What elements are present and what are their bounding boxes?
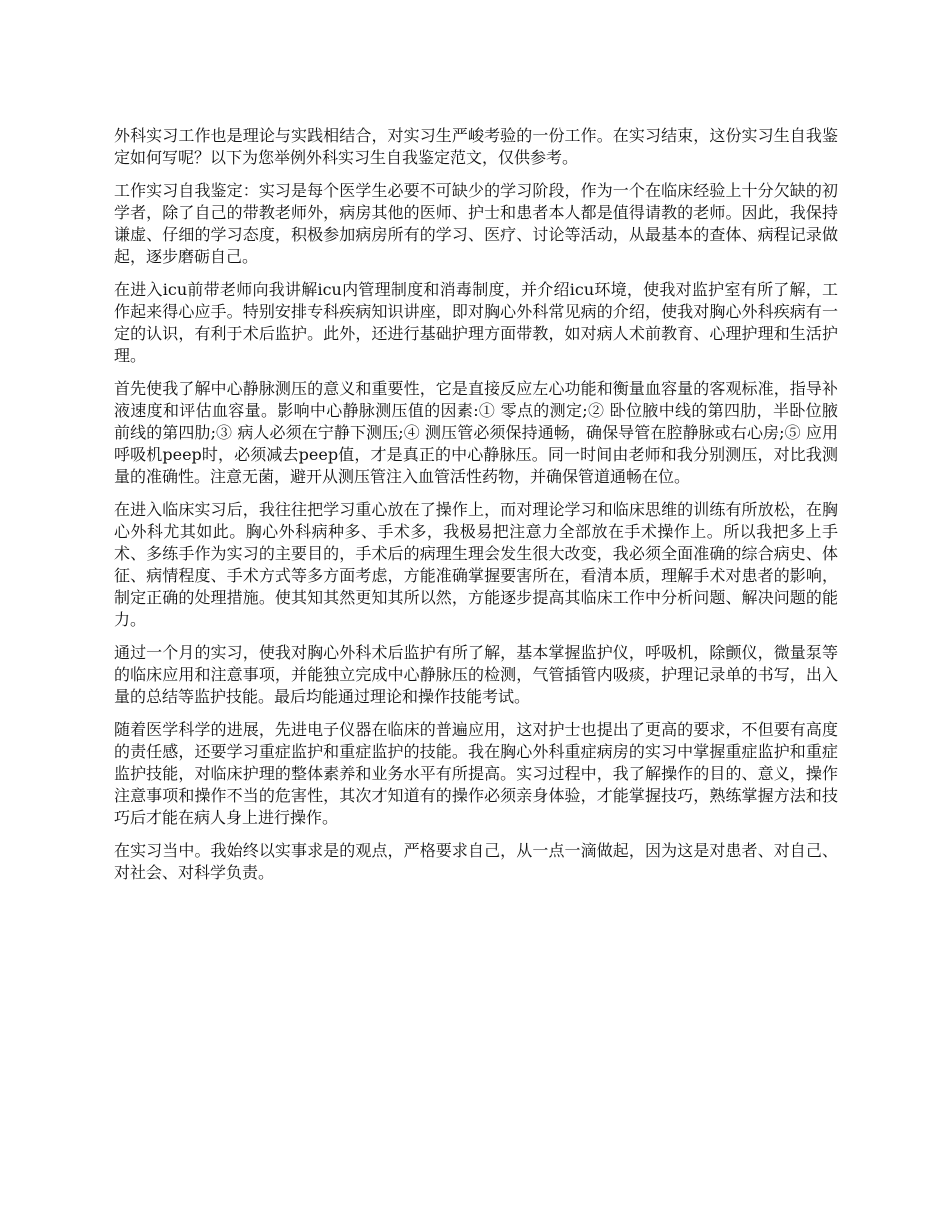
paragraph-self-appraisal: 工作实习自我鉴定：实习是每个医学生必要不可缺少的学习阶段，作为一个在临床经验上十分欠缺的初学者，除了自己的带教老师外，病房其他的医师、护士和患者本人都是值得请教的老师。因此，我保持谦虚、仔细的学习态度，积极参加病房所有的学习、医疗、讨论等活动，从最基本的查体、病程记录做起，逐步磨砺自己。	[114, 181, 838, 266]
document-page	[114, 125, 838, 895]
paragraph-intro: 外科实习工作也是理论与实践相结合，对实习生严峻考验的一份工作。在实习结束，这份实习生自我鉴定如何写呢？以下为您举例外科实习生自我鉴定范文，仅供参考。	[114, 126, 838, 167]
paragraph-central-venous-pressure: 首先使我了解中心静脉测压的意义和重要性，它是直接反应左心功能和衡量血容量的客观标准，指导补液速度和评估血容量。影响中心静脉测压值的因素:① 零点的测定;② 卧位腋中线的第四肋，半卧位腋前线的第四肋;③ 病人必须在宁静下测压;④ 测压管必须保持通畅，确保导管在腔静脉或右心房;⑤ 应用呼吸机peep时，必须减去peep值，才是真正的中心静脉压。同一时间由老师和我分别测压，对比我测量的准确性。注意无菌，避开从测压管注入血管活性药物，并确保管道通畅在位。	[114, 379, 838, 486]
paragraph-clinical-practice: 在进入临床实习后，我往往把学习重心放在了操作上，而对理论学习和临床思维的训练有所放松，在胸心外科尤其如此。胸心外科病种多、手术多，我极易把注意力全部放在手术操作上。所以我把多上手术、多练手作为实习的主要目的，手术后的病理生理会发生很大改变，我必须全面准确的综合病史、体征、病情程度、手术方式等多方面考虑，方能准确掌握要害所在，看清本质，理解手术对患者的影响，制定正确的处理措施。使其知其然更知其所以然，方能逐步提高其临床工作中分析问题、解决问题的能力。	[114, 500, 838, 629]
paragraph-icu-orientation: 在进入icu前带老师向我讲解icu内管理制度和消毒制度，并介绍icu环境，使我对监护室有所了解，工作起来得心应手。特别安排专科疾病知识讲座，即对胸心外科常见病的介绍，使我对胸心外科疾病有一定的认识，有利于术后监护。此外，还进行基础护理方面带教，如对病人术前教育、心理护理和生活护理。	[114, 280, 838, 365]
paragraph-one-month-summary: 通过一个月的实习，使我对胸心外科术后监护有所了解，基本掌握监护仪，呼吸机，除颤仪，微量泵等的临床应用和注意事项，并能独立完成中心静脉压的检测，气管插管内吸痰，护理记录单的书写，出入量的总结等监护技能。最后均能通过理论和操作技能考试。	[114, 643, 838, 706]
paragraph-conclusion: 在实习当中。我始终以实事求是的观点，严格要求自己，从一点一滴做起，因为这是对患者、对自己、对社会、对科学负责。	[114, 841, 838, 882]
paragraph-intensive-care-skills: 随着医学科学的进展，先进电子仪器在临床的普遍应用，这对护士也提出了更高的要求，不但要有高度的责任感，还要学习重症监护和重症监护的技能。我在胸心外科重症病房的实习中掌握重症监护和重症监护技能，对临床护理的整体素养和业务水平有所提高。实习过程中，我了解操作的目的、意义，操作注意事项和操作不当的危害性，其次才知道有的操作必须亲身体验，才能掌握技巧，熟练掌握方法和技巧后才能在病人身上进行操作。	[114, 720, 838, 827]
